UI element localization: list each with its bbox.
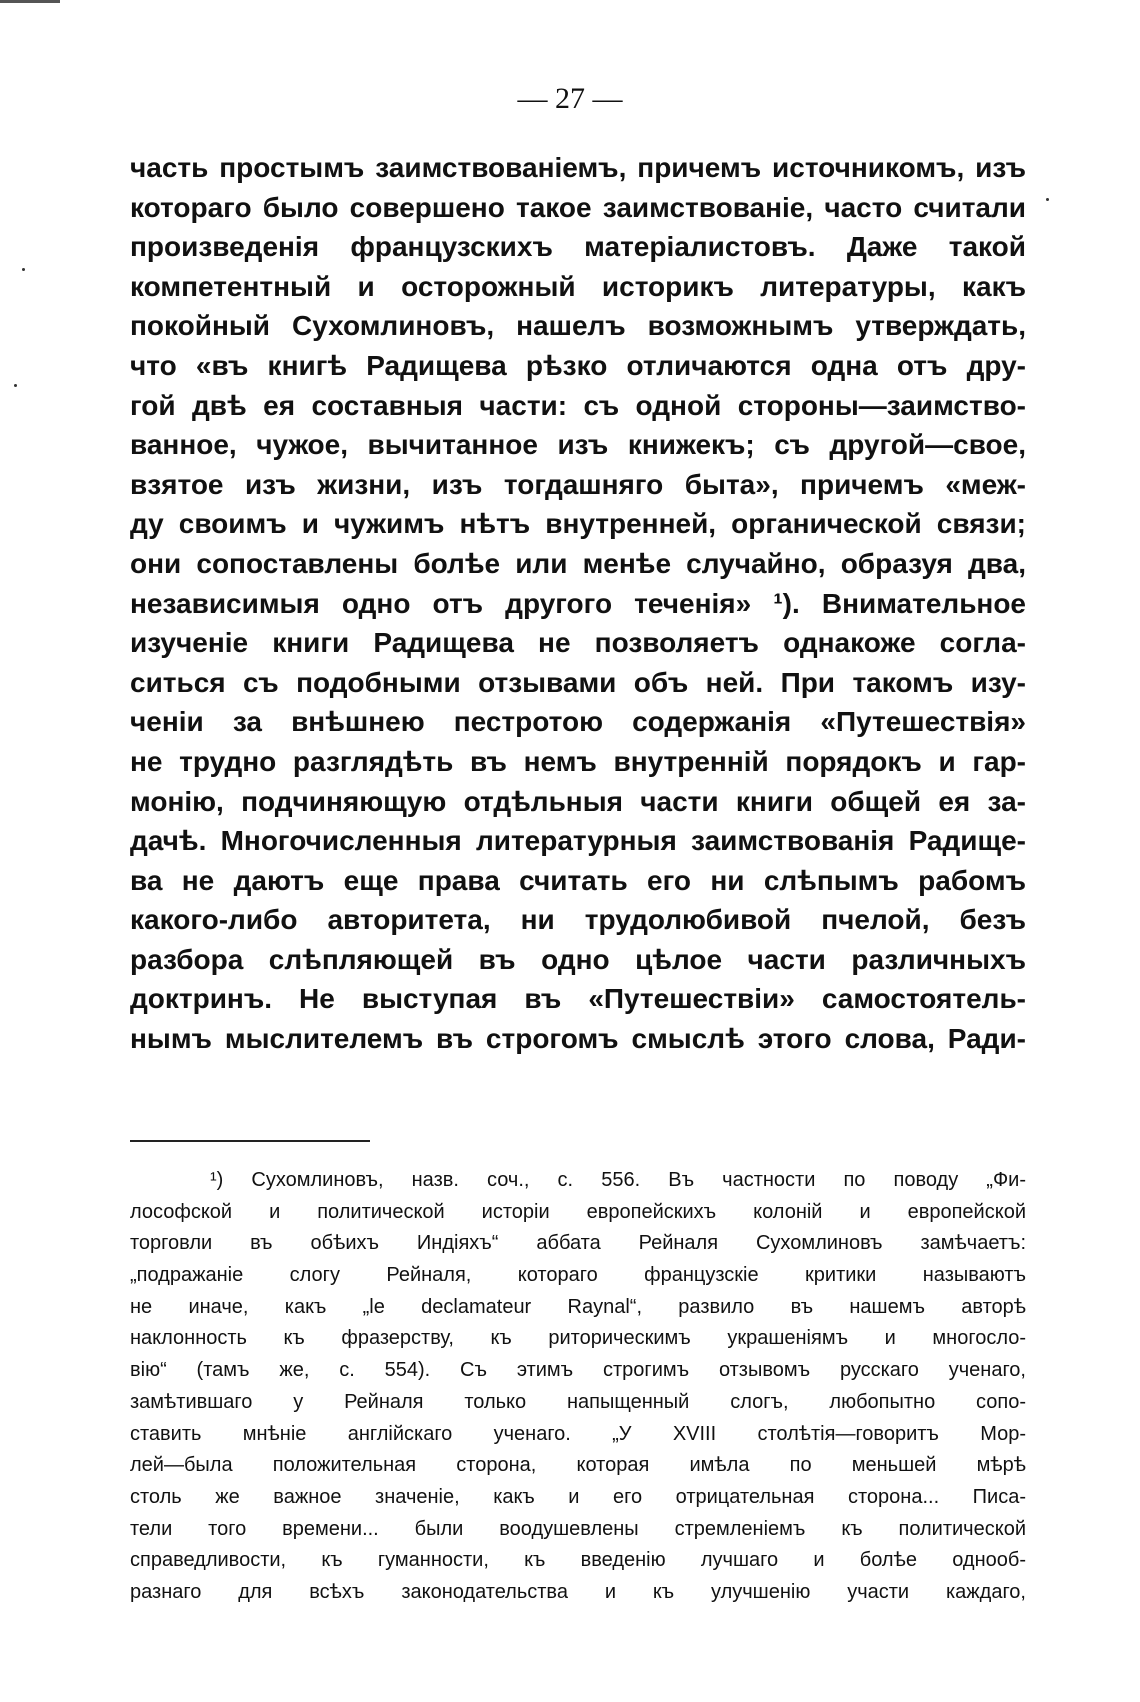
text-line: не трудно разглядѣть въ немъ внутреннiй порядокъ и гар- <box>130 745 1026 777</box>
footnote-divider <box>130 1140 370 1142</box>
text-line: компетентный и осторожный историкъ литературы, какъ <box>130 270 1026 302</box>
footnote-line: ставить мнѣнiе англiйскаго ученаго. „У XVIII столѣтiя—говоритъ Мор- <box>130 1422 1026 1445</box>
text-line: часть простымъ заимствованiемъ, причемъ источникомъ, изъ <box>130 152 1026 183</box>
footnote-line: „подражанiе слогу Рейналя, котораго французскiе критики называютъ <box>130 1264 1026 1287</box>
footnote-line: справедливости, къ гуманности, къ введенiю лучшаго и болѣе однооб- <box>130 1549 1026 1572</box>
text-line: нымъ мыслителемъ въ строгомъ смыслѣ этого слова, Ради- <box>130 1023 1026 1055</box>
footnote-line: тели того времени... были воодушевлены стремленiемъ къ политической <box>130 1517 1026 1540</box>
scan-edge-mark <box>0 0 60 3</box>
footnote-line: торговли въ обѣихъ Индiяхъ“ аббата Рейналя Сухомлиновъ замѣчаетъ: <box>130 1232 1026 1255</box>
text-line: ванное, чужое, вычитанное изъ книжекъ; съ другой—свое, <box>130 429 1026 461</box>
text-line: ду своимъ и чужимъ нѣтъ внутренней, органической связи; <box>130 508 1026 540</box>
footnote-line: ¹) Сухомлиновъ, назв. соч., с. 556. Въ частности по поводу „Фи- <box>210 1169 1026 1191</box>
text-line: изученiе книги Радищева не позволяетъ однакоже согла- <box>130 627 1026 659</box>
main-text-block <box>130 148 1026 1059</box>
text-line: покойный Сухомлиновъ, нашелъ возможнымъ утверждать, <box>130 310 1026 342</box>
footnote-line: разнаго для всѣхъ законодательства и къ улучшенiю участи каждаго, <box>130 1580 1026 1603</box>
footnote-line: лей—была положительная сторона, которая имѣла по меньшей мѣрѣ <box>130 1454 1026 1477</box>
footnote-line: замѣтившаго у Рейналя только напыщенный слогъ, любопытно сопо- <box>130 1390 1026 1413</box>
footnote-line: вiю“ (тамъ же, с. 554). Съ этимъ строгимъ отзывомъ русскаго ученаго, <box>130 1359 1026 1382</box>
text-line: что «въ книгѣ Радищева рѣзко отличаются одна отъ дру- <box>130 349 1026 381</box>
text-line: доктринъ. Не выступая въ «Путешествiи» самостоятель- <box>130 983 1026 1015</box>
text-line: монiю, подчиняющую отдѣльныя части книги общей ея за- <box>130 785 1026 817</box>
footnote-line: столь же важное значенiе, какъ и его отрицательная сторона... Писа- <box>130 1485 1026 1508</box>
text-line: ва не даютъ еще права считать его ни слѣпымъ рабомъ <box>130 864 1026 896</box>
scan-speck <box>1046 198 1049 201</box>
text-line: независимыя одно отъ другого теченiя» ¹). Внимательное <box>130 587 1026 619</box>
text-line: взятое изъ жизни, изъ тогдашняго быта», причемъ «меж- <box>130 468 1026 500</box>
text-line: разбора слѣпляющей въ одно цѣлое части различныхъ <box>130 943 1026 975</box>
text-line: какого-либо авторитета, ни трудолюбивой пчелой, безъ <box>130 904 1026 936</box>
text-line: произведенiя французскихъ матерiалистовъ. Даже такой <box>130 231 1026 263</box>
text-line: ченiи за внѣшнею пестротою содержанiя «Путешествiя» <box>130 706 1026 738</box>
scan-speck <box>22 268 25 271</box>
footnote-line: наклонность къ фразерству, къ риторическимъ украшенiямъ и многосло- <box>130 1327 1026 1350</box>
footnote-block <box>130 1165 1026 1609</box>
text-line: ситься съ подобными отзывами объ ней. При такомъ изу- <box>130 666 1026 698</box>
footnote-line: лософской и политической исторiи европейскихъ колонiй и европейской <box>130 1200 1026 1223</box>
footnote-line: не иначе, какъ „le declamateur Raynal“, развило въ нашемъ авторѣ <box>130 1295 1026 1318</box>
text-line: гой двѣ ея составныя части: съ одной стороны—заимство- <box>130 389 1026 421</box>
text-line: дачѣ. Многочисленныя литературныя заимствованiя Радище- <box>130 825 1026 857</box>
text-line: они сопоставлены болѣе или менѣе случайно, образуя два, <box>130 547 1026 579</box>
page-number: — 27 — <box>517 82 623 115</box>
scan-speck <box>14 384 17 387</box>
text-line: котораго было совершено такое заимствованiе, часто считали <box>130 191 1026 223</box>
